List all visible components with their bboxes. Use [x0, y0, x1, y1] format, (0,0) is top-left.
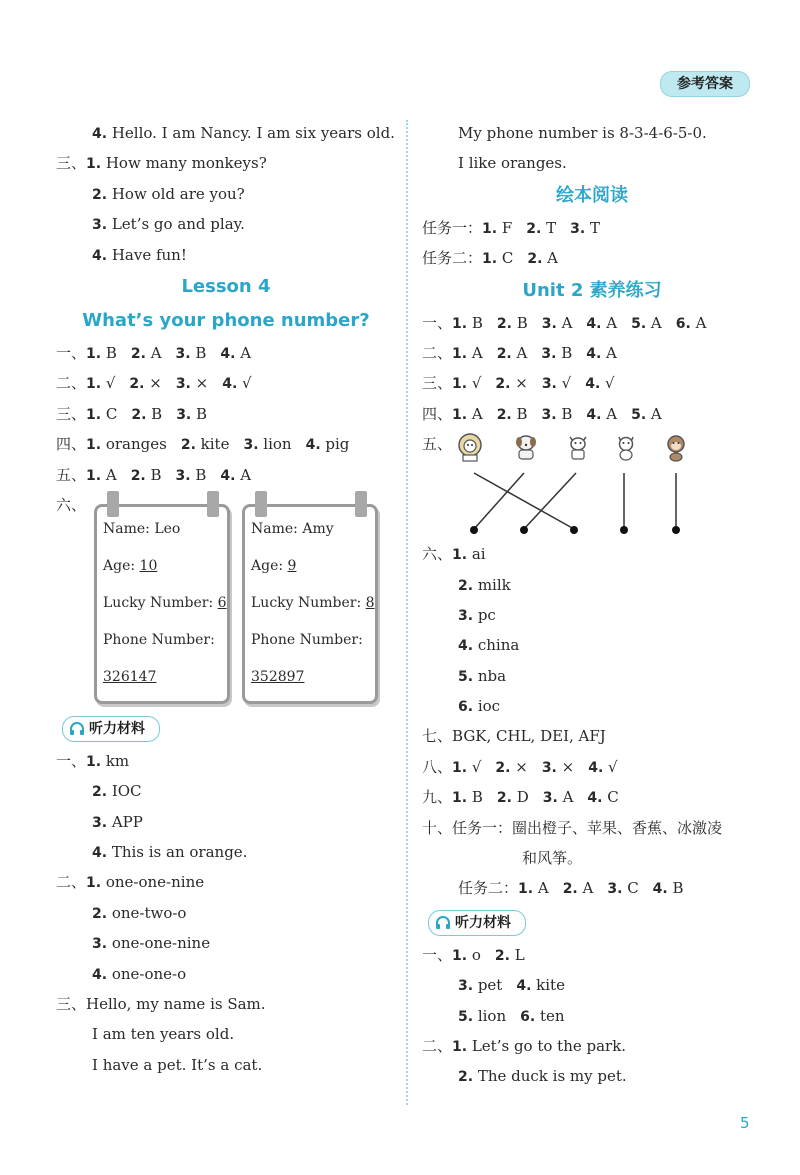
answer-row: 二、1. √ 2. × 3. × 4. √ [56, 374, 252, 393]
headphones-icon [435, 916, 451, 930]
listening-header [56, 710, 396, 746]
left-listening [56, 746, 396, 1080]
card-age: Age: 9 [251, 557, 297, 574]
matching-lines [422, 429, 762, 539]
left-column [56, 118, 396, 1080]
section-marker: 五、 [422, 435, 453, 454]
answer-line: 4. This is an orange. [92, 843, 248, 862]
info-cards [56, 490, 396, 710]
lesson-subtitle: What’s your phone number? [82, 309, 370, 331]
listening-label: 听力材料 [428, 910, 526, 936]
answer-line: 和风筝。 [522, 849, 583, 868]
answer-line: My phone number is 8-3-4-6-5-0. [458, 124, 707, 142]
lesson-answers [56, 338, 396, 490]
answer-line: I am ten years old. [92, 1025, 235, 1044]
answer-line: 2. IOC [92, 782, 142, 801]
answer-line: 七、BGK, CHL, DEI, AFJ [422, 727, 606, 746]
answer-line: 六、1. ai [422, 545, 486, 564]
right-column [422, 118, 762, 1092]
answer-line: 3. Let’s go and play. [92, 215, 245, 234]
tape [255, 491, 267, 517]
answer-line: 4. Hello. I am Nancy. I am six years old. [92, 124, 395, 142]
answer-line: 2. one-two-o [92, 903, 187, 922]
listening-label: 听力材料 [62, 716, 160, 742]
tape [107, 491, 119, 517]
answer-line: 3. pc [458, 605, 496, 624]
matching-exercise [422, 429, 762, 539]
answer-line: 三、Hello, my name is Sam. [56, 995, 266, 1014]
picture-book-title: 绘本阅读 [556, 184, 628, 206]
card-phone-label: Phone Number: [103, 631, 215, 648]
answer-line: 6. ioc [458, 697, 501, 716]
answer-line: 4. one-one-o [92, 964, 187, 983]
page-number: 5 [740, 1114, 750, 1132]
answer-line: 2. The duck is my pet. [458, 1067, 627, 1086]
answer-line: 三、1. How many monkeys? [56, 154, 267, 173]
card-name: Name: Amy [251, 520, 334, 537]
headphones-icon [69, 722, 85, 736]
answer-row: 一、1. B 2. A 3. B 4. A [56, 343, 252, 362]
answer-row: 一、1. o 2. L [422, 945, 525, 964]
task-row: 任务二：1. C 2. A [422, 249, 558, 268]
answer-line: 4. china [458, 636, 520, 655]
answer-row: 任务二：1. A 2. A 3. C 4. B [458, 879, 684, 898]
card-lucky-number: Lucky Number: 8 [251, 594, 375, 611]
answer-line: 5. nba [458, 666, 507, 685]
answer-row: 三、1. √ 2. × 3. √ 4. √ [422, 374, 615, 393]
answer-line: 一、1. km [56, 751, 130, 770]
answer-line: 二、1. one-one-nine [56, 873, 205, 892]
card-phone-number: 326147 [103, 668, 157, 685]
answer-row: 四、1. oranges 2. kite 3. lion 4. pig [56, 435, 350, 454]
answer-row: 五、1. A 2. B 3. B 4. A [56, 465, 252, 484]
answer-line: I have a pet. It’s a cat. [92, 1055, 263, 1074]
section-marker: 六、 [56, 495, 87, 514]
card-phone-label: Phone Number: [251, 631, 363, 648]
unit-title: Unit 2 素养练习 [522, 279, 662, 301]
answer-line: 2. milk [458, 575, 511, 594]
answer-row: 四、1. A 2. B 3. B 4. A 5. A [422, 404, 662, 423]
answer-row: 三、1. C 2. B 3. B [56, 404, 208, 423]
answer-key-badge: 参考答案 [660, 71, 750, 97]
left-top-lines [56, 118, 396, 270]
answer-line: 4. Have fun! [92, 245, 187, 264]
answer-row: 3. pet 4. kite [458, 976, 565, 995]
answer-line: 3. one-one-nine [92, 934, 211, 953]
task-row: 任务一：1. F 2. T 3. T [422, 218, 600, 237]
info-card-leo [94, 504, 230, 704]
listening-header [422, 904, 762, 940]
lesson-title: Lesson 4 [181, 275, 271, 297]
answer-line: I like oranges. [458, 154, 567, 173]
answer-row: 5. lion 6. ten [458, 1006, 565, 1025]
answer-line: 2. How old are you? [92, 184, 245, 203]
tape [207, 491, 219, 517]
card-age: Age: 10 [103, 557, 158, 574]
column-divider [406, 120, 408, 1105]
answer-line: 二、1. Let’s go to the park. [422, 1036, 627, 1055]
info-card-amy [242, 504, 378, 704]
card-phone-number: 352897 [251, 668, 305, 685]
card-name: Name: Leo [103, 520, 181, 537]
answer-line: 3. APP [92, 812, 143, 831]
card-lucky-number: Lucky Number: 6 [103, 594, 227, 611]
answer-row: 一、1. B 2. B 3. A 4. A 5. A 6. A [422, 313, 707, 332]
tape [355, 491, 367, 517]
answer-row: 九、1. B 2. D 3. A 4. C [422, 788, 619, 807]
answer-row: 八、1. √ 2. × 3. × 4. √ [422, 757, 618, 776]
answer-row: 二、1. A 2. A 3. B 4. A [422, 343, 617, 362]
answer-line: 十、任务一：圈出橙子、苹果、香蕉、冰激凌 [422, 818, 723, 837]
